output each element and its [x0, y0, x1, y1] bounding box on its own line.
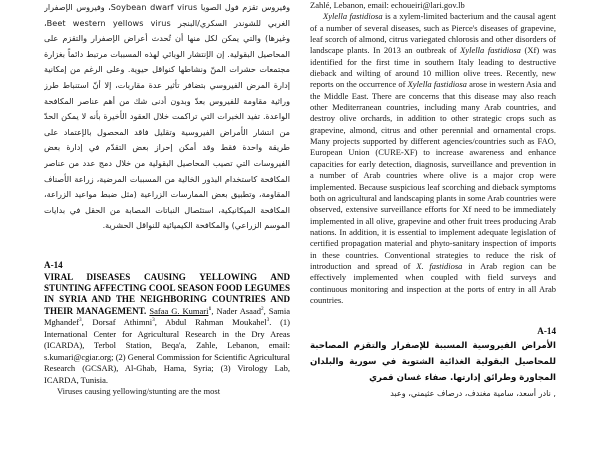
spacer	[310, 306, 556, 326]
right-body-paragraph	[310, 11, 556, 306]
body-segment-2: (Xf) was identified for the first time in southern Italy leading to destructive dieback and wilting of around 10 million olive trees. Recently, new reports on the occurrence of	[310, 45, 556, 90]
presenting-author-name: Safaa G. Kumari	[149, 305, 209, 316]
presenting-author-affiliation-marker: 1	[208, 305, 212, 312]
contact-line: Zahlé, Lebanon, email: echoueiri@lari.gov.lb	[310, 0, 465, 10]
abstract-title-left	[44, 272, 290, 387]
left-column	[44, 0, 290, 450]
arabic-body-paragraph-continued: وفيروس تقزم فول الصويا Soybean dwarf virus، وفيروس الإصفرار الغربي للشوندر السكري/البنجر Beet western yellows virus، وغيرها) والتي يمكن لكل منها أن تُحدث أعراض الإصفرار والتقزم على المحاصيل البقولية. إن الإنتشار الوبائي لهذه المسببات مرتبط دائماً بغزارة مجتمعات حشرات المنّ ونشاطها كنواقل حيوية. وعلى الرغم من إمكانية إدارة المرض الفيروسي بتضافر تأثير عدة مقاربات، إلا أنّ استنباط طرز وراثية مقاومة للفيروس بعدّ وبدون أدنى شك من أهم عناصر المكافحة الواعدة. تفيد الخبرات التي تراكمت خلال العقود الأخيرة بأنه لا يمكن الحدّ من انتشار الأمراض الفيروسية وتقليل فاقد المحصول بالإعتماد على طريقة واحدة فقط وقد أمكن إحراز بعض التقدّم في إدارة بعض الفيروسات التي تصيب المحاصيل البقولية من خلال دمج عدد من عناصر المكافحة كاستخدام البذور الخالية من المسببات المرضية، زراعة الأصناف المقاومة، وتطبيق بعض الممارسات الزراعية (مثل ضبط مواعيد الزراعة، المكافحة الميكانيكية، استئصال النباتات المصابة من الحقل في بدايات الموسم الزراعي) والمكافحة الكيميائية للنواقل الحشرية.	[44, 2, 290, 231]
right-column	[310, 0, 556, 450]
coauthors-line: , Nader Asaad$^2$, Samia Mghandef$^3$, Dorsaf Athimni$^3$, Abdul Rahman Moukahel$^3$.	[44, 305, 290, 328]
arabic-authors-line: , نادر أسعد، سامية مغندف، درصاف عثيمني، وعبد	[390, 387, 556, 398]
organism-name-2: Xylella fastidiosa	[460, 45, 521, 56]
arabic-presenting-author: صفاء غسان قمري	[369, 372, 447, 383]
affiliations-line: (1) International Center for Agricultural Research in the Dry Areas (ICARDA), Terbol Station, Beqa'a, Zahle, Lebanon, email: s.kumari@cgiar.org; (2) General Commission for Scientific Agricultural Research (GCSAR), Al-Ghab, Hama, Syria; (3) Virology Lab, ICARDA, Tunisia.	[44, 317, 290, 385]
arabic-abstract-title: الأمراض الفيروسية المسببة للإصفرار والتقزم المصاحبة للمحاصيل البقولية الغذائية الشتوية في سورية والبلدان المجاورة وطرائق إدارتها. صفاء غسان قمري	[310, 340, 556, 383]
abstract-number-right: A-14	[537, 326, 556, 337]
left-body-start: Viruses causing yellowing/stunting are the most	[57, 386, 221, 397]
spacer	[44, 234, 290, 260]
body-segment-3: arose in western Asia and the Middle East. There are concerns that this disease may also reach other Mediterranean countries, including many Arab countries, and destroy olive orchards, in addition to other strategic crops such as grapevine, almond, citrus and other perennial and ornamental crops. Many projects supported by different agencies/countries such as FAO, European Union (CURE-XF) to increase awareness and enhance capacities for early detection, diagnosis, surveillance and prevention in a number of Arab countries where olive is a major crop were implemented. Because suspicious leaf scorching and dieback symptoms both on agricultural and landscaping plants in some Arab countries were observed, extensive surveillance efforts for Xf need to be immediately implemented in all olive, grapevine and other fruit trees producing Arab nations. In addition, it is essential to implement adequate legislation of certified propagation material and phyto-sanitary inspection of imports in these countries. Conventional strategies to reduce the risk of introduction and spread of	[310, 79, 556, 271]
two-column-layout	[44, 0, 556, 450]
organism-name-1: Xylella fastidiosa	[323, 11, 383, 22]
organism-name-3: Xylella fastidiosa	[407, 79, 467, 90]
body-segment-4: in Arab region can be effectively implemented when coupled with field surveys and continuous monitoring and inspection at the ports of entry in all Arab countries.	[310, 260, 556, 305]
abstract-number-left: A-14	[44, 259, 63, 270]
abstract-title-text: VIRAL DISEASES CAUSING YELLOWING AND STUNTING AFFECTING COOL SEASON FOOD LEGUMES IN SYRIA AND THE NEIGHBORING COUNTRIES AND THEIR MANAGEMENT.	[44, 271, 290, 316]
organism-name-4: X. fastidiosa	[416, 260, 463, 271]
body-segment-1: is a xylem-limited bacterium and the causal agent of a number of several diseases, such as Pierce's diseases of grapevine, leaf scorch of almond, citrus variegated chlorosis and other disorders of landscape plants. In 2013 an outbreak of	[310, 11, 556, 56]
